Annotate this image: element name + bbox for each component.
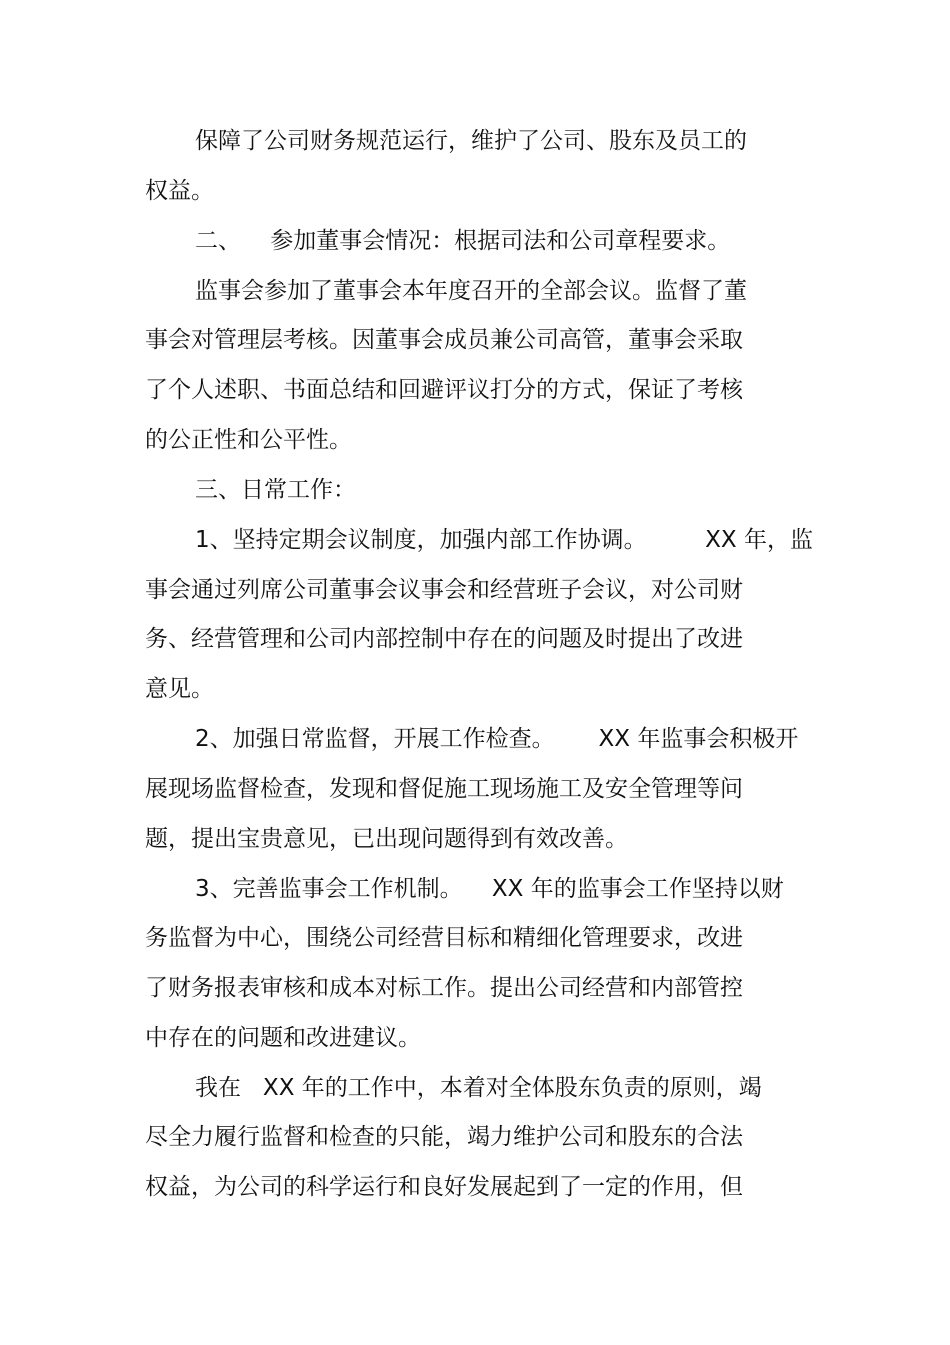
text-line: 事会对管理层考核。因董事会成员兼公司高管，董事会采取: [145, 327, 743, 353]
text-line: 中存在的问题和改进建议。: [145, 1025, 421, 1051]
text-line: 监事会参加了董事会本年度召开的全部会议。监督了董: [195, 278, 747, 304]
text-line: 2、加强日常监督，开展工作检查。 XX 年监事会积极开: [195, 726, 799, 752]
text-line: 3、完善监事会工作机制。 XX 年的监事会工作坚持以财: [195, 876, 784, 902]
text-line: 我在 XX 年的工作中，本着对全体股东负责的原则，竭: [195, 1075, 762, 1101]
text-line: 的公正性和公平性。: [145, 427, 352, 453]
text-line: 题，提出宝贵意见，已出现问题得到有效改善。: [145, 826, 628, 852]
text-line: 意见。: [145, 676, 214, 702]
text-line: 权益。: [145, 178, 214, 204]
text-line: 务、经营管理和公司内部控制中存在的问题及时提出了改进: [145, 626, 743, 652]
text-line: 展现场监督检查，发现和督促施工现场施工及安全管理等问: [145, 776, 743, 802]
text-line: 了财务报表审核和成本对标工作。提出公司经营和内部管控: [145, 975, 743, 1001]
text-line: 了个人述职、书面总结和回避评议打分的方式，保证了考核: [145, 377, 743, 403]
text-line: 事会通过列席公司董事会议事会和经营班子会议，对公司财: [145, 577, 743, 603]
text-line: 尽全力履行监督和检查的只能，竭力维护公司和股东的合法: [145, 1124, 743, 1150]
section-heading: 二、 参加董事会情况：根据司法和公司章程要求。: [195, 228, 731, 254]
text-line: 1、坚持定期会议制度，加强内部工作协调。 XX 年，监: [195, 527, 813, 553]
text-line: 保障了公司财务规范运行，维护了公司、股东及员工的: [195, 128, 747, 154]
section-heading: 三、日常工作：: [195, 477, 356, 503]
text-line: 务监督为中心，围绕公司经营目标和精细化管理要求，改进: [145, 925, 743, 951]
text-line: 权益，为公司的科学运行和良好发展起到了一定的作用，但: [145, 1174, 743, 1200]
